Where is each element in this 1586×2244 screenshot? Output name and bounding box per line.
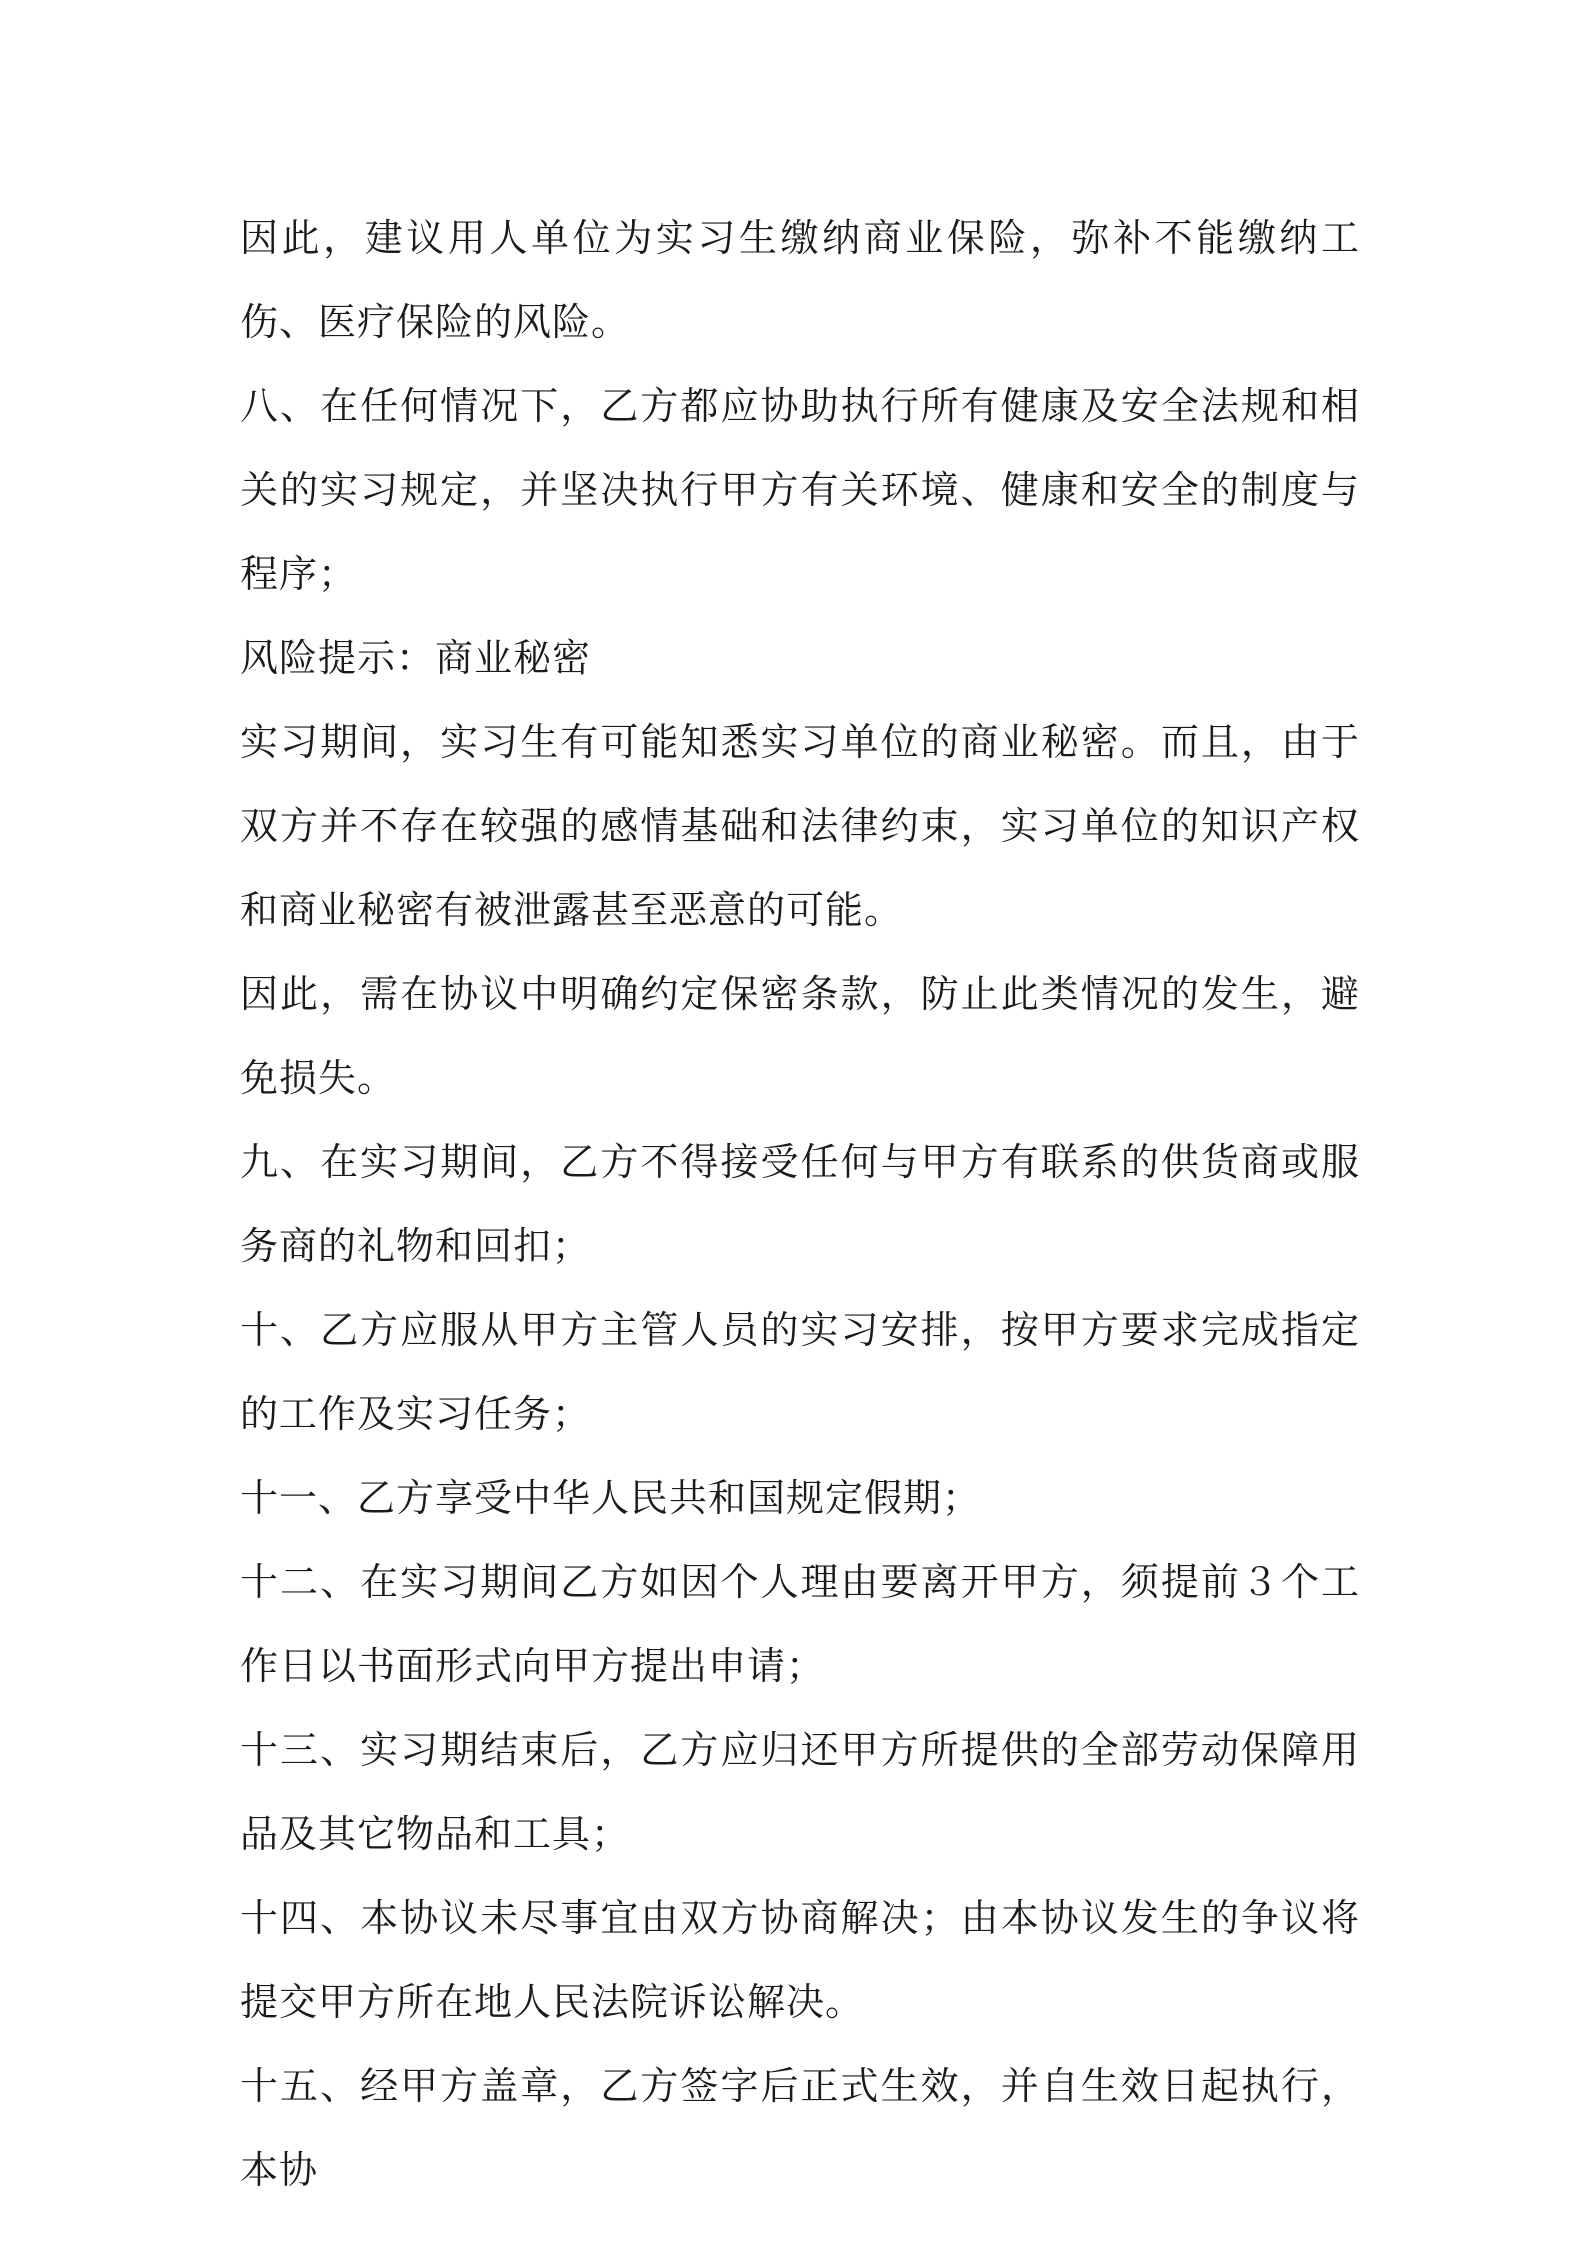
clause-15-effective: 十五、经甲方盖章，乙方签字后正式生效，并自生效日起执行，本协 — [240, 2064, 1360, 2192]
document-body — [240, 196, 1360, 2212]
paragraph-trade-secret-risk: 实习期间，实习生有可能知悉实习单位的商业秘密。而且，由于双方并不存在较强的感情基础和法律约束，实习单位的知识产权和商业秘密有被泄露甚至恶意的可能。 — [240, 720, 1360, 932]
clause-11-holidays: 十一、乙方享受中华人民共和国规定假期； — [240, 1476, 982, 1520]
clause-12-leaving: 十二、在实习期间乙方如因个人理由要离开甲方，须提前３个工作日以书面形式向甲方提出申请； — [240, 1560, 1360, 1688]
clause-8-safety: 八、在任何情况下，乙方都应协助执行所有健康及安全法规和相关的实习规定，并坚决执行甲方有关环境、健康和安全的制度与程序； — [240, 384, 1360, 596]
paragraph-insurance-advice: 因此，建议用人单位为实习生缴纳商业保险，弥补不能缴纳工伤、医疗保险的风险。 — [240, 216, 1360, 344]
clause-9-gifts: 九、在实习期间，乙方不得接受任何与甲方有联系的供货商或服务商的礼物和回扣； — [240, 1140, 1360, 1268]
risk-notice-heading: 风险提示：商业秘密 — [240, 636, 592, 680]
paragraph-confidentiality-advice: 因此，需在协议中明确约定保密条款，防止此类情况的发生，避免损失。 — [240, 972, 1360, 1100]
clause-13-return-items: 十三、实习期结束后，乙方应归还甲方所提供的全部劳动保障用品及其它物品和工具； — [240, 1728, 1360, 1856]
clause-10-obey-arrangements: 十、乙方应服从甲方主管人员的实习安排，按甲方要求完成指定的工作及实习任务； — [240, 1308, 1360, 1436]
clause-14-disputes: 十四、本协议未尽事宜由双方协商解决；由本协议发生的争议将提交甲方所在地人民法院诉讼解决。 — [240, 1896, 1360, 2024]
